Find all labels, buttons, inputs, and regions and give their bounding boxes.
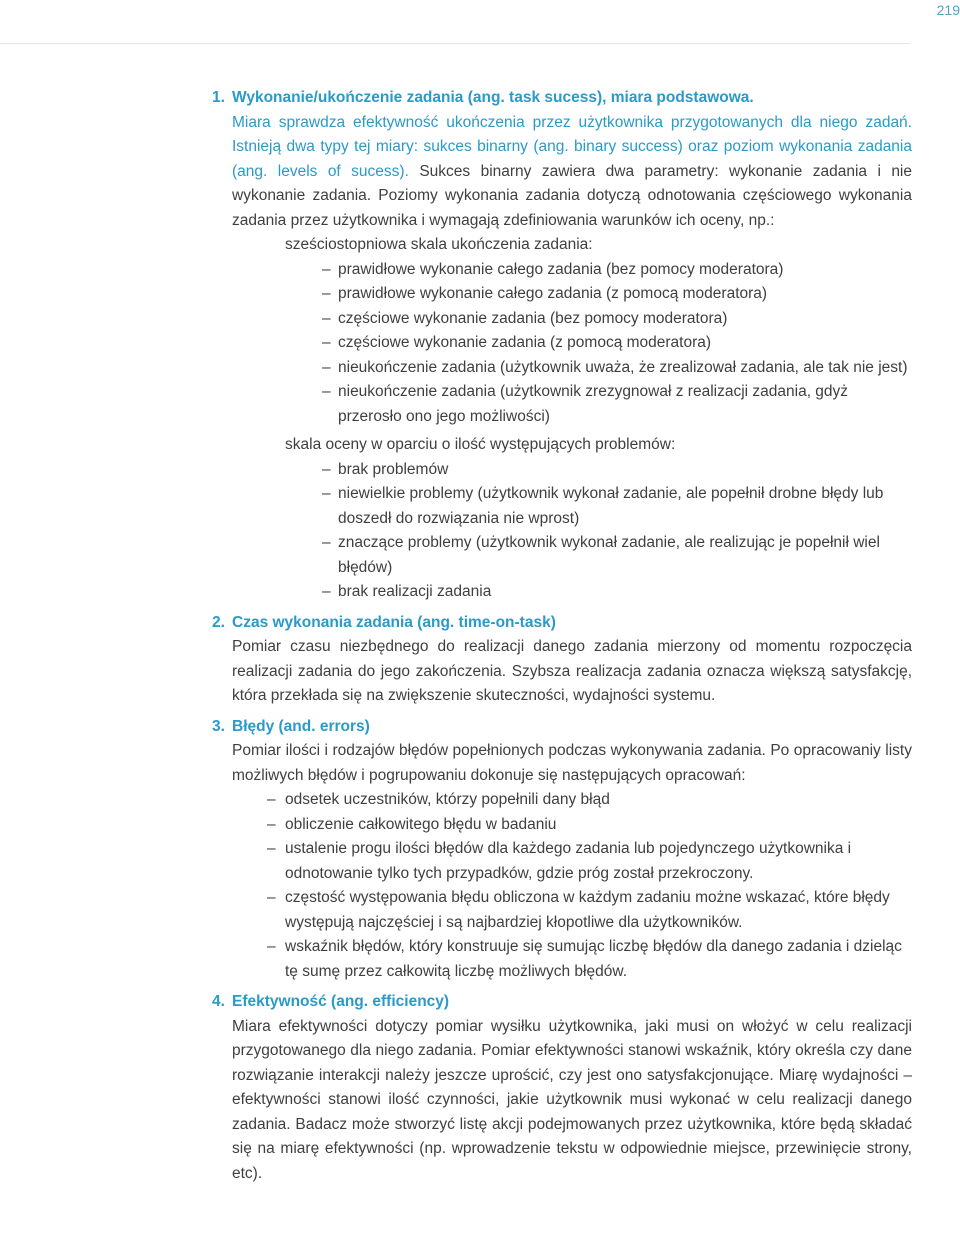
section-paragraph: Miara efektywności dotyczy pomiar wysiłku użytkownika, jaki musi on włożyć w celu realizacji przygotowanego dla niego zadania. Pomiar efektywności stanowi wskaźnik, który określa czy dane rozwiązanie interakcji należy jeszcze uprościć, czy jest ono satysfakcjonujące. Miarę wydajności – efektywności stanowi ilość czynności, jakie użytkownik musi wykonać w celu realizacji danego zadania. Badacz może stworzyć listę akcji podejmowanych przez użytkownika, które będą składać się na miarę efektywności (np. wprowadzenie tekstu w odpowiednie miejsce, przewinięcie strony, etc). <box>232 1017 912 1182</box>
section-heading <box>212 715 912 740</box>
list-item: – prawidłowe wykonanie całego zadania (bez pomocy moderatora) <box>322 258 912 283</box>
section-heading <box>212 611 912 636</box>
scale-list <box>322 258 912 430</box>
section-heading <box>212 990 912 1015</box>
list-item: – częstość występowania błędu obliczona w każdym zadaniu możne wskazać, które błędy występują najczęściej i są najbardziej kłopotliwe dla użytkowników. <box>267 886 912 935</box>
section-number: 4. <box>212 993 225 1010</box>
list-item: – częściowe wykonanie zadania (bez pomocy moderatora) <box>322 307 912 332</box>
scale-title: sześciostopniowa skala ukończenia zadania: <box>285 236 593 253</box>
method-list <box>267 788 912 984</box>
list-item: – brak realizacji zadania <box>322 580 912 605</box>
list-item: – znaczące problemy (użytkownik wykonał zadanie, ale realizując je popełnił wiel błędów) <box>322 531 912 580</box>
section-errors <box>212 715 912 985</box>
section-paragraph <box>232 111 912 234</box>
list-item: – nieukończenie zadania (użytkownik uważa, że zrealizował zadania, ale tak nie jest) <box>322 356 912 381</box>
document-body <box>212 86 912 1186</box>
list-item: – wskaźnik błędów, który konstruuje się sumując liczbę błędów dla danego zadania i dzieląc tę sumę przez całkowitą liczbę możliwych błędów. <box>267 935 912 984</box>
paragraph-highlight: Miara sprawdza efektywność ukończenia przez użytkownika przygotowanych dla niego zadań. Istnieją dwa typy tej miary: sukces binarny (ang. binary success) oraz poziom wykonania zadania (ang. levels of sucess). <box>232 113 912 180</box>
section-heading <box>212 86 912 111</box>
section-paragraph: Pomiar ilości i rodzajów błędów popełnionych podczas wykonywania zadania. Po opracowaniy listy możliwych błędów i pogrupowaniu dokonuje się następujących opracowań: <box>232 742 912 784</box>
scale-list <box>322 458 912 605</box>
scale-title: skala oceny w oparciu o ilość występujących problemów: <box>285 436 676 453</box>
list-item: – prawidłowe wykonanie całego zadania (z pomocą moderatora) <box>322 282 912 307</box>
section-task-success <box>212 86 912 605</box>
list-item: – ustalenie progu ilości błędów dla każdego zadania lub pojedynczego użytkownika i odnotowanie tylko tych przypadków, gdzie próg został przekroczony. <box>267 837 912 886</box>
section-efficiency <box>212 990 912 1186</box>
section-number: 1. <box>212 89 225 106</box>
section-heading-text: Czas wykonania zadania (ang. time-on-task) <box>232 613 556 631</box>
section-heading-text: Błędy (and. errors) <box>232 717 370 735</box>
section-number: 2. <box>212 613 225 631</box>
section-number: 3. <box>212 717 225 735</box>
section-time-on-task <box>212 611 912 709</box>
list-item: – obliczenie całkowitego błędu w badaniu <box>267 813 912 838</box>
list-item: – brak problemów <box>322 458 912 483</box>
page-number: 219 <box>936 2 960 18</box>
section-heading-text: Wykonanie/ukończenie zadania (ang. task sucess), miara podstawowa. <box>232 89 754 106</box>
list-item: – nieukończenie zadania (użytkownik zrezygnował z realizacji zadania, gdyż przerosło ono jego możliwości) <box>322 380 912 429</box>
list-item: – odsetek uczestników, którzy popełnili dany błąd <box>267 788 912 813</box>
header-rule <box>0 43 910 44</box>
list-item: – niewielkie problemy (użytkownik wykonał zadanie, ale popełnił drobne błędy lub doszedł do rozwiązania nie wprost) <box>322 482 912 531</box>
section-paragraph: Pomiar czasu niezbędnego do realizacji danego zadania mierzony od momentu rozpoczęcia realizacji zadania do jego zakończenia. Szybsza realizacja zadania oznacza większą satysfakcję, która przekłada się na zwiększenie skuteczności, wydajności systemu. <box>232 638 912 704</box>
paragraph-text: Sukces binarny zawiera dwa parametry: wykonanie zadania i nie wykonanie zadania. Poziomy wykonania zadania dotyczą odnotowania częściowego wykonania zadania przez użytkownika i wymagają zdefiniowania warunków ich oceny, np.: <box>232 162 913 229</box>
list-item: – częściowe wykonanie zadania (z pomocą moderatora) <box>322 331 912 356</box>
section-heading-text: Efektywność (ang. efficiency) <box>232 993 450 1010</box>
